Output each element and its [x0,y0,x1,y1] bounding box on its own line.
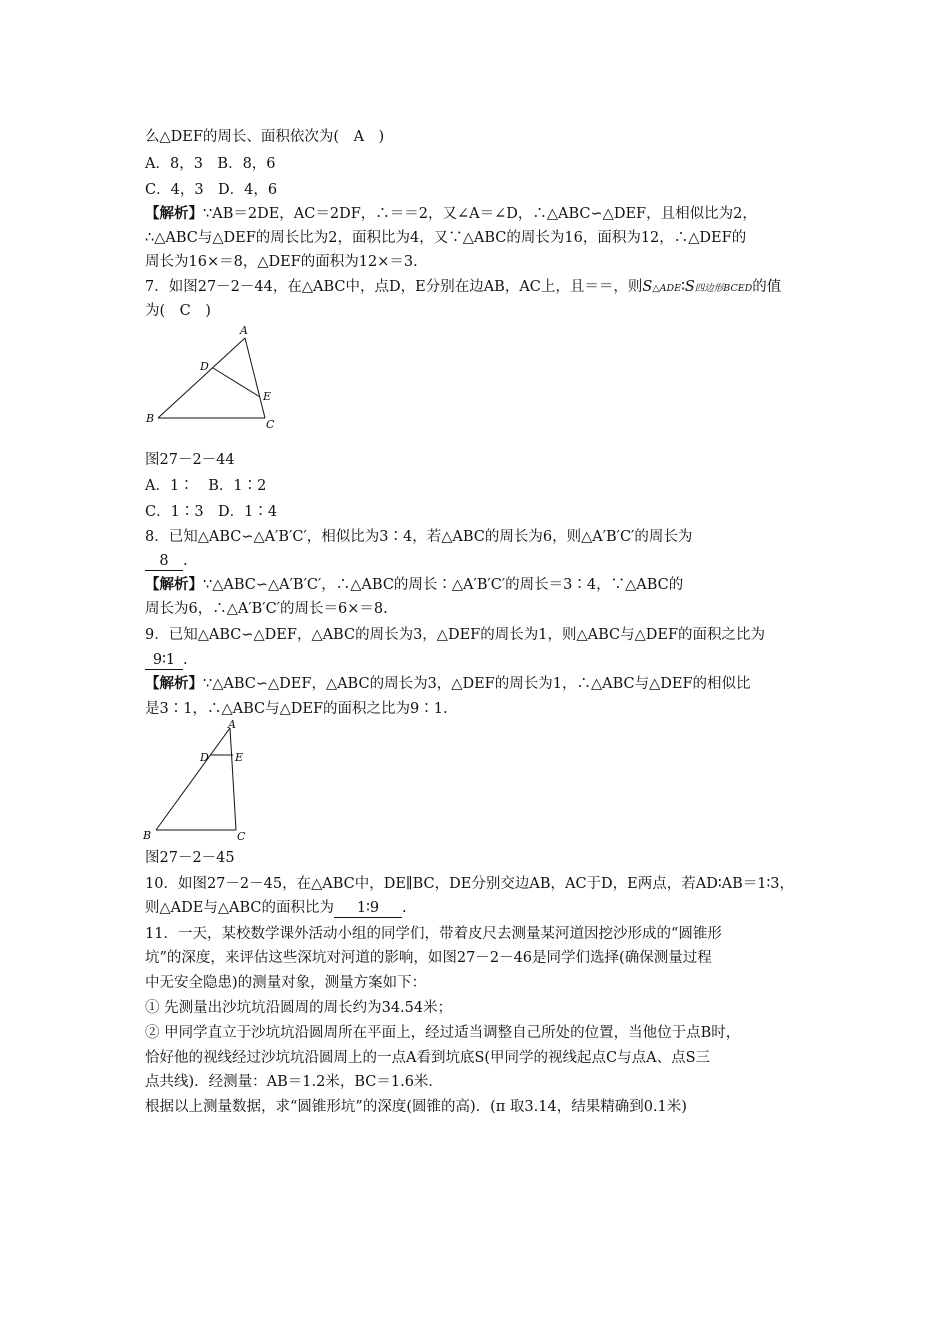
q7-options-ab: A．1∶ B．1∶2 [145,478,267,494]
vertex-label-e: E [263,390,272,403]
vertex-label-c: C [266,418,275,431]
figure-27-2-45 [140,718,260,846]
q9-answer: 9∶1 . [145,650,188,670]
q8-answer: 8 . [145,551,188,571]
q11-line-7: 点共线)．经测量：AB＝1.2米，BC＝1.6米． [145,1074,443,1090]
q11-line-5: ② 甲同学直立于沙坑坑沿圆周所在平面上，经过适当调整自己所处的位置，当他位于点B时， [145,1025,741,1041]
vertex-label-a: A [228,718,236,731]
vertex-label-d: D [200,751,209,764]
q7-options-cd: C．1∶3 D．1∶4 [145,504,278,520]
q9-stem: 9．已知△ABC∽△DEF，△ABC的周长为3，△DEF的周长为1，则△ABC与△DEF的面积之比为 [145,627,766,643]
q8-stem: 8．已知△ABC∽△A′B′C′，相似比为3∶4，若△ABC的周长为6，则△A′B′C′的周长为 [145,529,693,545]
q9-answer-blank: 9∶1 [145,652,183,670]
fig45-caption: 图27－2－45 [145,850,235,866]
q8-analysis-2: 周长为6，∴△A′B′C′的周长＝6×＝8. [145,601,388,617]
q7-answer: 为( C ) [145,303,211,319]
figure-27-2-44 [140,320,300,435]
q6-options-cd: C．4，3 D．4，6 [145,182,278,198]
q6-options-ab: A．8，3 B．8，6 [145,156,276,172]
q9-analysis-1: 【解析】∵△ABC∽△DEF，△ABC的周长为3，△DEF的周长为1，∴△ABC与△DEF的相似比 [145,675,751,692]
q8-answer-blank: 8 [145,553,183,571]
vertex-label-b: B [146,412,155,425]
q9-analysis-2: 是3∶1，∴△ABC与△DEF的面积之比为9∶1. [145,701,448,717]
q10-answer-blank: 1∶9 [334,900,402,918]
q6-tail: 么△DEF的周长、面积依次为( A ) [145,129,385,145]
q10-stem: 10．如图27－2－45，在△ABC中，DE∥BC，DE分别交边AB，AC于D，E两点，若AD∶AB＝1∶3， [145,876,794,892]
q6-analysis-1: 【解析】∵AB＝2DE，AC＝2DF，∴＝＝2，又∠A＝∠D，∴△ABC∽△DEF，且相似比为2， [145,205,757,222]
q11-line-4: ① 先测量出沙坑坑沿圆周的周长约为34.54米； [145,1000,453,1016]
q11-line-2: 坑”的深度，来评估这些深坑对河道的影响，如图27－2－46是同学们选择(确保测量过程 [145,950,712,966]
q11-line-1: 11．一天，某校数学课外活动小组的同学们，带着皮尺去测量某河道因挖沙形成的“圆锥形 [145,926,722,942]
q11-line-8: 根据以上测量数据，求“圆锥形坑”的深度(圆锥的高)．(π 取3.14，结果精确到0.1米) [145,1099,687,1115]
vertex-label-a: A [240,324,248,337]
fig44-caption: 图27－2－44 [145,452,235,468]
q10-answer: 则△ADE与△ABC的面积比为 1∶9 . [145,900,407,916]
vertex-label-d: D [200,360,209,373]
q8-analysis-1: 【解析】∵△ABC∽△A′B′C′，∴△ABC的周长∶△A′B′C′的周长＝3∶4，∵△ABC的 [145,576,684,593]
q6-analysis-2: ∴△ABC与△DEF的周长比为2，面积比为4，又∵△ABC的周长为16，面积为12，∴△DEF的 [145,230,747,246]
q11-line-3: 中无安全隐患)的测量对象，测量方案如下： [145,975,427,991]
q6-analysis-3: 周长为16×＝8，△DEF的面积为12×＝3. [145,254,418,270]
analysis-tag: 【解析】 [145,205,203,222]
vertex-label-e: E [235,751,244,764]
q7-stem: 7．如图27－2－44，在△ABC中，点D，E分别在边AB，AC上，且＝＝，则S△ADE∶S四边形BCED的值 [145,279,782,295]
q11-line-6: 恰好他的视线经过沙坑坑沿圆周上的一点A看到坑底S(甲同学的视线起点C与点A、点S三 [145,1050,711,1066]
vertex-label-c: C [237,830,246,843]
vertex-label-b: B [143,829,152,842]
